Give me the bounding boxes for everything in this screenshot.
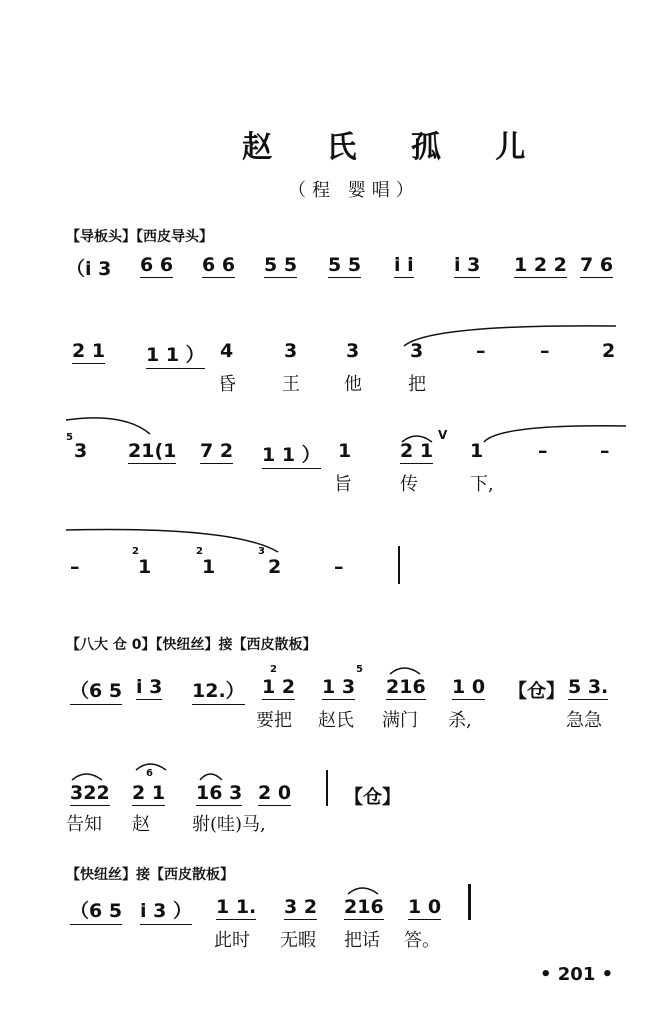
slur-mark xyxy=(196,768,228,782)
slur-mark xyxy=(386,662,426,676)
note-group: 7 2 xyxy=(200,440,234,462)
note-group: 5 3. xyxy=(568,676,609,698)
lyric: 告知 xyxy=(66,814,102,835)
note-group: i 3 xyxy=(136,676,163,698)
note-group: 21(1 xyxy=(128,440,177,462)
note: 1 xyxy=(202,556,216,578)
dash: – xyxy=(540,340,550,362)
note-group: （6 5 xyxy=(70,896,122,925)
note-group: 1 2 2 xyxy=(514,254,567,276)
page-number: • 201 • xyxy=(540,964,614,985)
note-group: 3 2 xyxy=(284,896,318,918)
fermata-note: 2 xyxy=(268,556,282,578)
note: 3 xyxy=(284,340,298,362)
lyric: 答。 xyxy=(404,930,440,951)
note: 1 xyxy=(338,440,352,462)
note-group: （6 5 xyxy=(70,676,122,705)
note-group: 12.） xyxy=(192,676,245,705)
note-group: i i xyxy=(394,254,414,276)
note-group: 1 2 xyxy=(262,676,296,698)
grace-note: 3 xyxy=(258,546,265,557)
dash: – xyxy=(600,440,610,462)
barline xyxy=(398,546,400,584)
note: 3 xyxy=(346,340,360,362)
dash: – xyxy=(476,340,486,362)
slur-mark xyxy=(344,882,384,896)
lyric: 此时 xyxy=(214,930,250,951)
note-group: 322 xyxy=(70,782,110,804)
percussion-cue: 【仓】 xyxy=(508,680,566,702)
section-label-3: 【快纽丝】接【西皮散板】 xyxy=(66,867,234,883)
note-group: 7 6 xyxy=(580,254,614,276)
lyric: 满门 xyxy=(382,710,418,731)
slur-mark xyxy=(68,768,108,782)
note-group: 1 1 ） xyxy=(146,340,205,369)
lyric: 赵氏 xyxy=(318,710,354,731)
note-group: 2 1 xyxy=(132,782,166,804)
page-title: 赵 氏 孤 儿 xyxy=(242,130,548,165)
grace-note: 2 xyxy=(132,546,139,557)
note-group: 2 0 xyxy=(258,782,292,804)
note-group: 1 0 xyxy=(452,676,486,698)
note-group: 5 5 xyxy=(264,254,298,276)
lyric: 把 xyxy=(408,374,426,395)
note-group: 5 5 xyxy=(328,254,362,276)
lyric: 他 xyxy=(344,374,362,395)
note: 2 xyxy=(602,340,616,362)
note-group: 1 1 ） xyxy=(262,440,321,469)
dash: – xyxy=(334,556,344,578)
note-group: 216 xyxy=(386,676,426,698)
note-group: 2 1 xyxy=(72,340,106,362)
breath-mark: V xyxy=(438,428,448,442)
note: 3 xyxy=(410,340,424,362)
note-group: 2 1 xyxy=(400,440,434,462)
section-label-2: 【八大 仓 0】【快纽丝】接【西皮散板】 xyxy=(66,637,317,653)
slur-mark xyxy=(400,320,620,350)
grace-note: 2 xyxy=(270,664,277,675)
dash: – xyxy=(70,556,80,578)
slur-mark xyxy=(64,412,154,436)
note-group: （i 3 xyxy=(66,258,112,280)
note-group: 6 6 xyxy=(202,254,236,276)
lyric: 传 xyxy=(400,474,418,495)
note: 1 xyxy=(138,556,152,578)
lyric: 旨 xyxy=(334,474,352,495)
note-group: i 3 ） xyxy=(140,896,192,925)
note-group: i 3 xyxy=(454,254,481,276)
note-group: 16 3 xyxy=(196,782,243,804)
grace-note: 5 xyxy=(356,664,363,675)
lyric: 下, xyxy=(470,474,494,495)
section-label-1: 【导板头】【西皮导头】 xyxy=(66,229,213,245)
grace-note: 5 xyxy=(66,432,73,443)
lyric: 把话 xyxy=(344,930,380,951)
grace-note: 2 xyxy=(196,546,203,557)
singer-credit: （程 婴唱） xyxy=(288,180,420,201)
lyric: 赵 xyxy=(132,814,150,835)
lyric: 要把 xyxy=(256,710,292,731)
lyric: 杀, xyxy=(448,710,472,731)
lyric: 昏 xyxy=(218,374,236,395)
note-group: 1 0 xyxy=(408,896,442,918)
lyric: 王 xyxy=(282,374,300,395)
dash: – xyxy=(538,440,548,462)
note-group: 216 xyxy=(344,896,384,918)
lyric: 驸(哇)马, xyxy=(192,814,266,835)
note: 1 xyxy=(470,440,484,462)
note-group: 6 6 xyxy=(140,254,174,276)
final-barline xyxy=(468,884,471,920)
lyric: 无暇 xyxy=(280,930,316,951)
barline xyxy=(326,770,328,806)
note: 3 xyxy=(74,440,88,462)
note-group: 1 1. xyxy=(216,896,257,918)
slur-mark xyxy=(64,526,284,556)
percussion-cue: 【仓】 xyxy=(344,786,402,808)
note-group: 1 3 xyxy=(322,676,356,698)
lyric: 急急 xyxy=(566,710,602,731)
note: 4 xyxy=(220,340,234,362)
grace-note: 6 xyxy=(146,768,153,779)
